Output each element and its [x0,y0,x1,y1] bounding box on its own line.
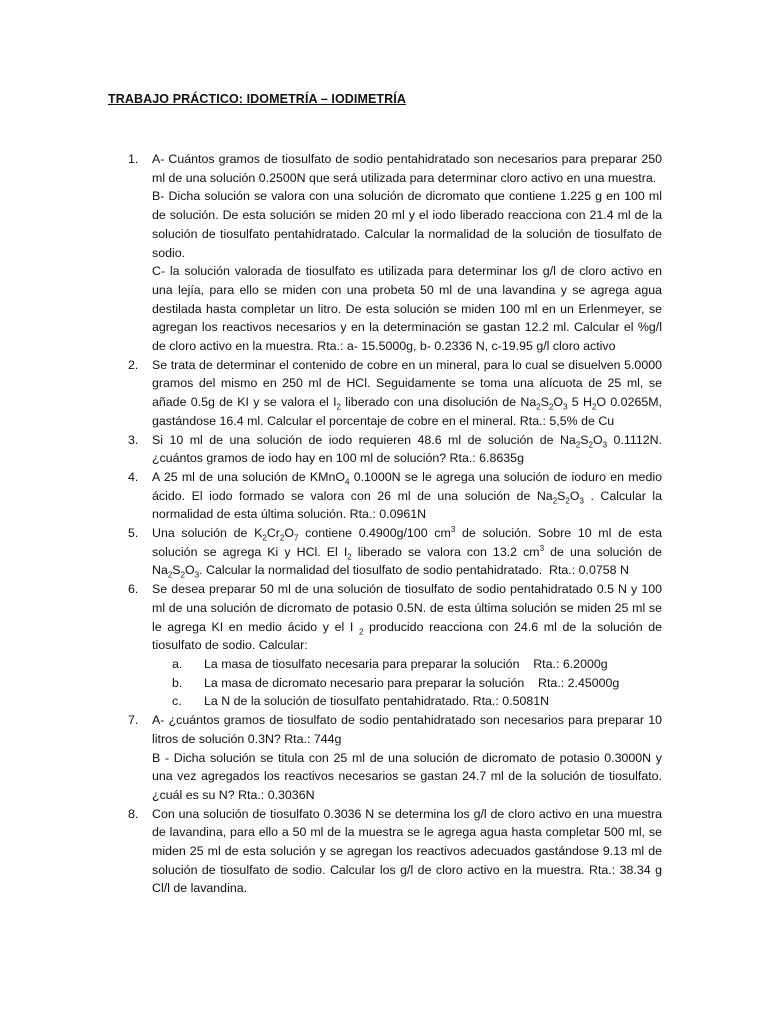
problem-body [152,711,662,805]
problem-paragraph: Si 10 ml de una solución de iodo requieren 48.6 ml de solución de $Na_2S_2O_3$ 0.1112N. ¿cuántos gramos de iodo hay en 100 ml de solución? Rta.: 6.8635g [152,432,662,466]
problem-body [152,150,662,356]
problem-item [108,356,662,431]
problem-body [152,431,662,468]
problem-number: 4. [128,469,139,484]
problem-item [108,711,662,805]
problem-paragraph: B- Dicha solución se valora con una solución de dicromato que contiene 1.225 g en 100 ml de solución. De esta solución se miden 20 ml y el iodo liberado reacciona con 21.4 ml de la solución de tiosulfato pentahidratado. Calcular la normalidad de la solución de tiosulfato de sodio. [152,189,662,260]
sub-question [152,674,662,693]
problem-item [108,580,662,711]
sub-question-list [152,655,662,711]
problem-item [108,805,662,899]
problem-paragraph: Se desea preparar 50 ml de una solución de tiosulfato de sodio pentahidratado 0.5 N y 100 ml de una solución de dicromato de potasio 0.5N. de esta última solución se miden 25 ml se le agrega KI en medio ácido y el I $_2$ producido reacciona con 24.6 ml de la solución de tiosulfato de sodio. Calcular: [152,582,662,653]
problem-paragraph: Una solución de $K_2Cr_2O_7$ contiene 0.4900g/100 $cm^3$ de solución. Sobre 10 ml de esta solución se agrega Ki y HCl. El $I_2$ liberado se valora con 13.2 $cm^3$ de una solución de $Na_2S_2O_3$. Calcular la normalidad del tiosulfato de sodio pentahidratado. Rta.: 0.0758 N [152,524,663,580]
problem-body [152,468,662,524]
problem-body [152,805,662,899]
problem-item [108,524,662,580]
problem-paragraph: C- la solución valorada de tiosulfato es utilizada para determinar los g/l de cloro activo en una lejía, para ello se miden con una probeta 50 ml de una lavandina y se agrega agua destilada hasta completar un litro. De esta solución se miden 100 ml en un Erlenmeyer, se agregan los reactivos necesarios y en la determinación se gastan 12.2 ml. Calcular el %g/l de cloro activo en la muestra. Rta.: a- 15.5000g, b- 0.2336 N, c-19.95 g/l cloro activo [152,264,662,354]
document-title: TRABAJO PRÁCTICO: IDOMETRÍA – IODIMETRÍA [108,92,406,106]
sub-question [152,692,662,711]
sub-question-text: La N de la solución de tiosulfato pentahidratado. Rta.: 0.5081N [204,694,550,709]
problem-item [108,468,662,524]
problem-paragraph: A- ¿cuántos gramos de tiosulfato de sodio pentahidratado son necesarios para preparar 10 litros de solución 0.3N? Rta.: 744g [152,713,662,746]
problem-number: 8. [128,806,139,821]
problem-list [108,150,662,898]
problem-paragraph: Con una solución de tiosulfato 0.3036 N se determina los g/l de cloro activo en una muestra de lavandina, para ello a 50 ml de la muestra se le agrega agua hasta completar 500 ml, se miden 25 ml de esta solución y se agregan los reactivos adecuados gastándose 9.13 ml de solución de tiosulfato de sodio. Calcular los g/l de cloro activo en la muestra. Rta.: 38.34 g Cl/l de lavandina. [152,806,662,896]
problem-paragraph: Se trata de determinar el contenido de cobre en un mineral, para lo cual se disuelven 5.0000 gramos del mismo en 250 ml de HCl. Seguidamente se toma una alícuota de 25 ml, se añade 0.5g de KI y se valora el $I_2$ liberado con una disolución de $Na_2S_2O_3$ 5 $H_2O$ 0.0265M, gastándose 16.4 ml. Calcular el porcentaje de cobre en el mineral. Rta.: 5,5% de Cu [152,357,663,428]
problem-number: 7. [128,713,139,728]
problem-number: 5. [128,526,139,541]
sub-question-letter: a. [172,656,183,671]
problem-number: 2. [128,357,139,372]
problem-item [108,150,662,356]
problem-body [152,580,662,711]
problem-body [152,356,662,431]
problem-paragraph: A 25 ml de una solución de KMnO$_4$ 0.1000N se le agrega una solución de ioduro en medio ácido. El iodo formado se valora con 26 ml de una solución de $Na_2S_2O_3$ . Calcular la normalidad de esta última solución. Rta.: 0.0961N [152,469,662,522]
sub-question-letter: c. [172,694,182,709]
sub-question-text: La masa de dicromato necesario para preparar la solución Rta.: 2.45000g [204,675,620,690]
sub-question-text: La masa de tiosulfato necesaria para preparar la solución Rta.: 6.2000g [204,656,608,671]
problem-number: 6. [128,582,139,597]
problem-item [108,431,662,468]
sub-question-letter: b. [172,675,183,690]
problem-paragraph: B - Dicha solución se titula con 25 ml de una solución de dicromato de potasio 0.3000N y una vez agregados los reactivos necesarios se gastan 24.7 ml de la solución de tiosulfato. ¿cuál es su N? Rta.: 0.3036N [152,750,662,802]
problem-body [152,524,662,580]
problem-paragraph: A- Cuántos gramos de tiosulfato de sodio pentahidratado son necesarios para preparar 250 ml de una solución 0.2500N que será utilizada para determinar cloro activo en una muestra. [152,152,662,185]
problem-number: 1. [128,152,139,166]
problem-number: 3. [128,432,139,447]
sub-question [152,655,662,674]
